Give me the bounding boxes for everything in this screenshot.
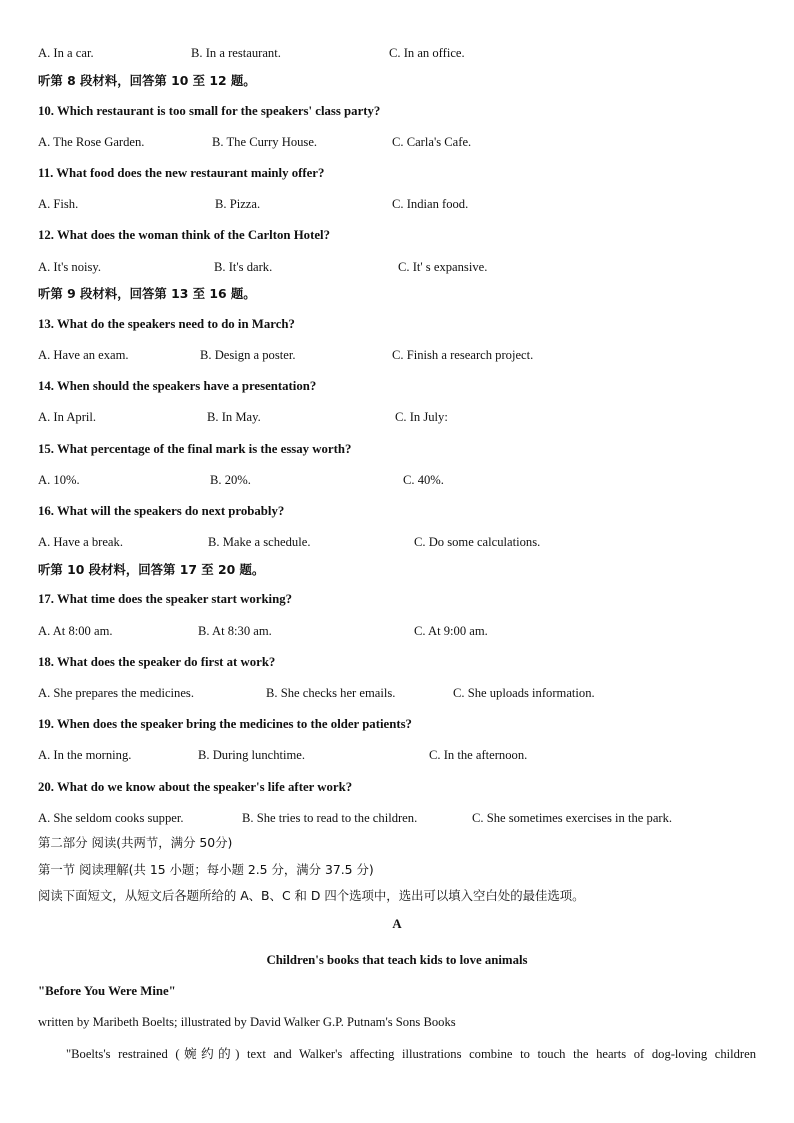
option-18c: C. She uploads information. [453,686,595,700]
passage-letter: A [392,917,402,931]
option-20a: A. She seldom cooks supper. [38,811,184,825]
option-11c: C. Indian food. [392,197,469,211]
question-16: 16. What will the speakers do next probably? [38,504,285,518]
reading-instructions: 阅读下面短文，从短文后各题所给的 A、B、C 和 D 四个选项中，选出可以填入空白处的最佳选项。 [38,888,585,903]
option-9a: A. In a car. [38,46,94,60]
question-11: 11. What food does the new restaurant mainly offer? [38,166,325,180]
option-14a: A. In April. [38,410,97,424]
option-14b: B. In May. [207,410,261,424]
question-17: 17. What time does the speaker start working? [38,592,293,606]
option-19a: A. In the morning. [38,748,132,762]
option-17b: B. At 8:30 am. [198,624,272,638]
passage-title: Children's books that teach kids to love animals [266,953,528,967]
question-18: 18. What does the speaker do first at work? [38,655,276,669]
option-15c: C. 40%. [403,473,444,487]
option-12c: C. It' s expansive. [398,260,488,274]
section-10-heading: 听第 10 段材料，回答第 17 至 20 题。 [38,562,265,577]
option-12b: B. It's dark. [214,260,273,274]
option-17c: C. At 9:00 am. [414,624,488,638]
question-19: 19. When does the speaker bring the medicines to the older patients? [38,717,412,731]
book-credit: written by Maribeth Boelts; illustrated by David Walker G.P. Putnam's Sons Books [38,1015,456,1029]
option-9c: C. In an office. [389,46,465,60]
part-2-heading: 第二部分 阅读(共两节，满分 50分) [38,835,233,850]
question-12: 12. What does the woman think of the Carlton Hotel? [38,228,330,242]
option-13b: B. Design a poster. [200,348,296,362]
option-16b: B. Make a schedule. [208,535,311,549]
option-10c: C. Carla's Cafe. [392,135,472,149]
question-20: 20. What do we know about the speaker's life after work? [38,780,353,794]
book-review: "Boelts's restrained (婉约的) text and Walker's affecting illustrations combine to touch the hearts of dog-loving children [66,1047,756,1061]
section-9-heading: 听第 9 段材料，回答第 13 至 16 题。 [38,286,256,301]
option-11a: A. Fish. [38,197,79,211]
book-title: "Before You Were Mine" [38,984,176,998]
option-15a: A. 10%. [38,473,80,487]
option-20c: C. She sometimes exercises in the park. [472,811,673,825]
option-17a: A. At 8:00 am. [38,624,113,638]
question-13: 13. What do the speakers need to do in March? [38,317,295,331]
option-13c: C. Finish a research project. [392,348,534,362]
option-20b: B. She tries to read to the children. [242,811,418,825]
section-8-heading: 听第 8 段材料，回答第 10 至 12 题。 [38,73,256,88]
option-16c: C. Do some calculations. [414,535,541,549]
option-11b: B. Pizza. [215,197,261,211]
question-10: 10. Which restaurant is too small for the speakers' class party? [38,104,381,118]
option-14c: C. In July: [395,410,448,424]
question-14: 14. When should the speakers have a presentation? [38,379,317,393]
option-10b: B. The Curry House. [212,135,318,149]
option-12a: A. It's noisy. [38,260,102,274]
option-18a: A. She prepares the medicines. [38,686,194,700]
option-9b: B. In a restaurant. [191,46,281,60]
part-2-section-1-heading: 第一节 阅读理解(共 15 小题；每小题 2.5 分，满分 37.5 分) [38,862,374,877]
question-15: 15. What percentage of the final mark is the essay worth? [38,442,352,456]
option-19b: B. During lunchtime. [198,748,306,762]
option-15b: B. 20%. [210,473,251,487]
option-16a: A. Have a break. [38,535,123,549]
option-19c: C. In the afternoon. [429,748,528,762]
option-10a: A. The Rose Garden. [38,135,145,149]
option-13a: A. Have an exam. [38,348,129,362]
option-18b: B. She checks her emails. [266,686,396,700]
